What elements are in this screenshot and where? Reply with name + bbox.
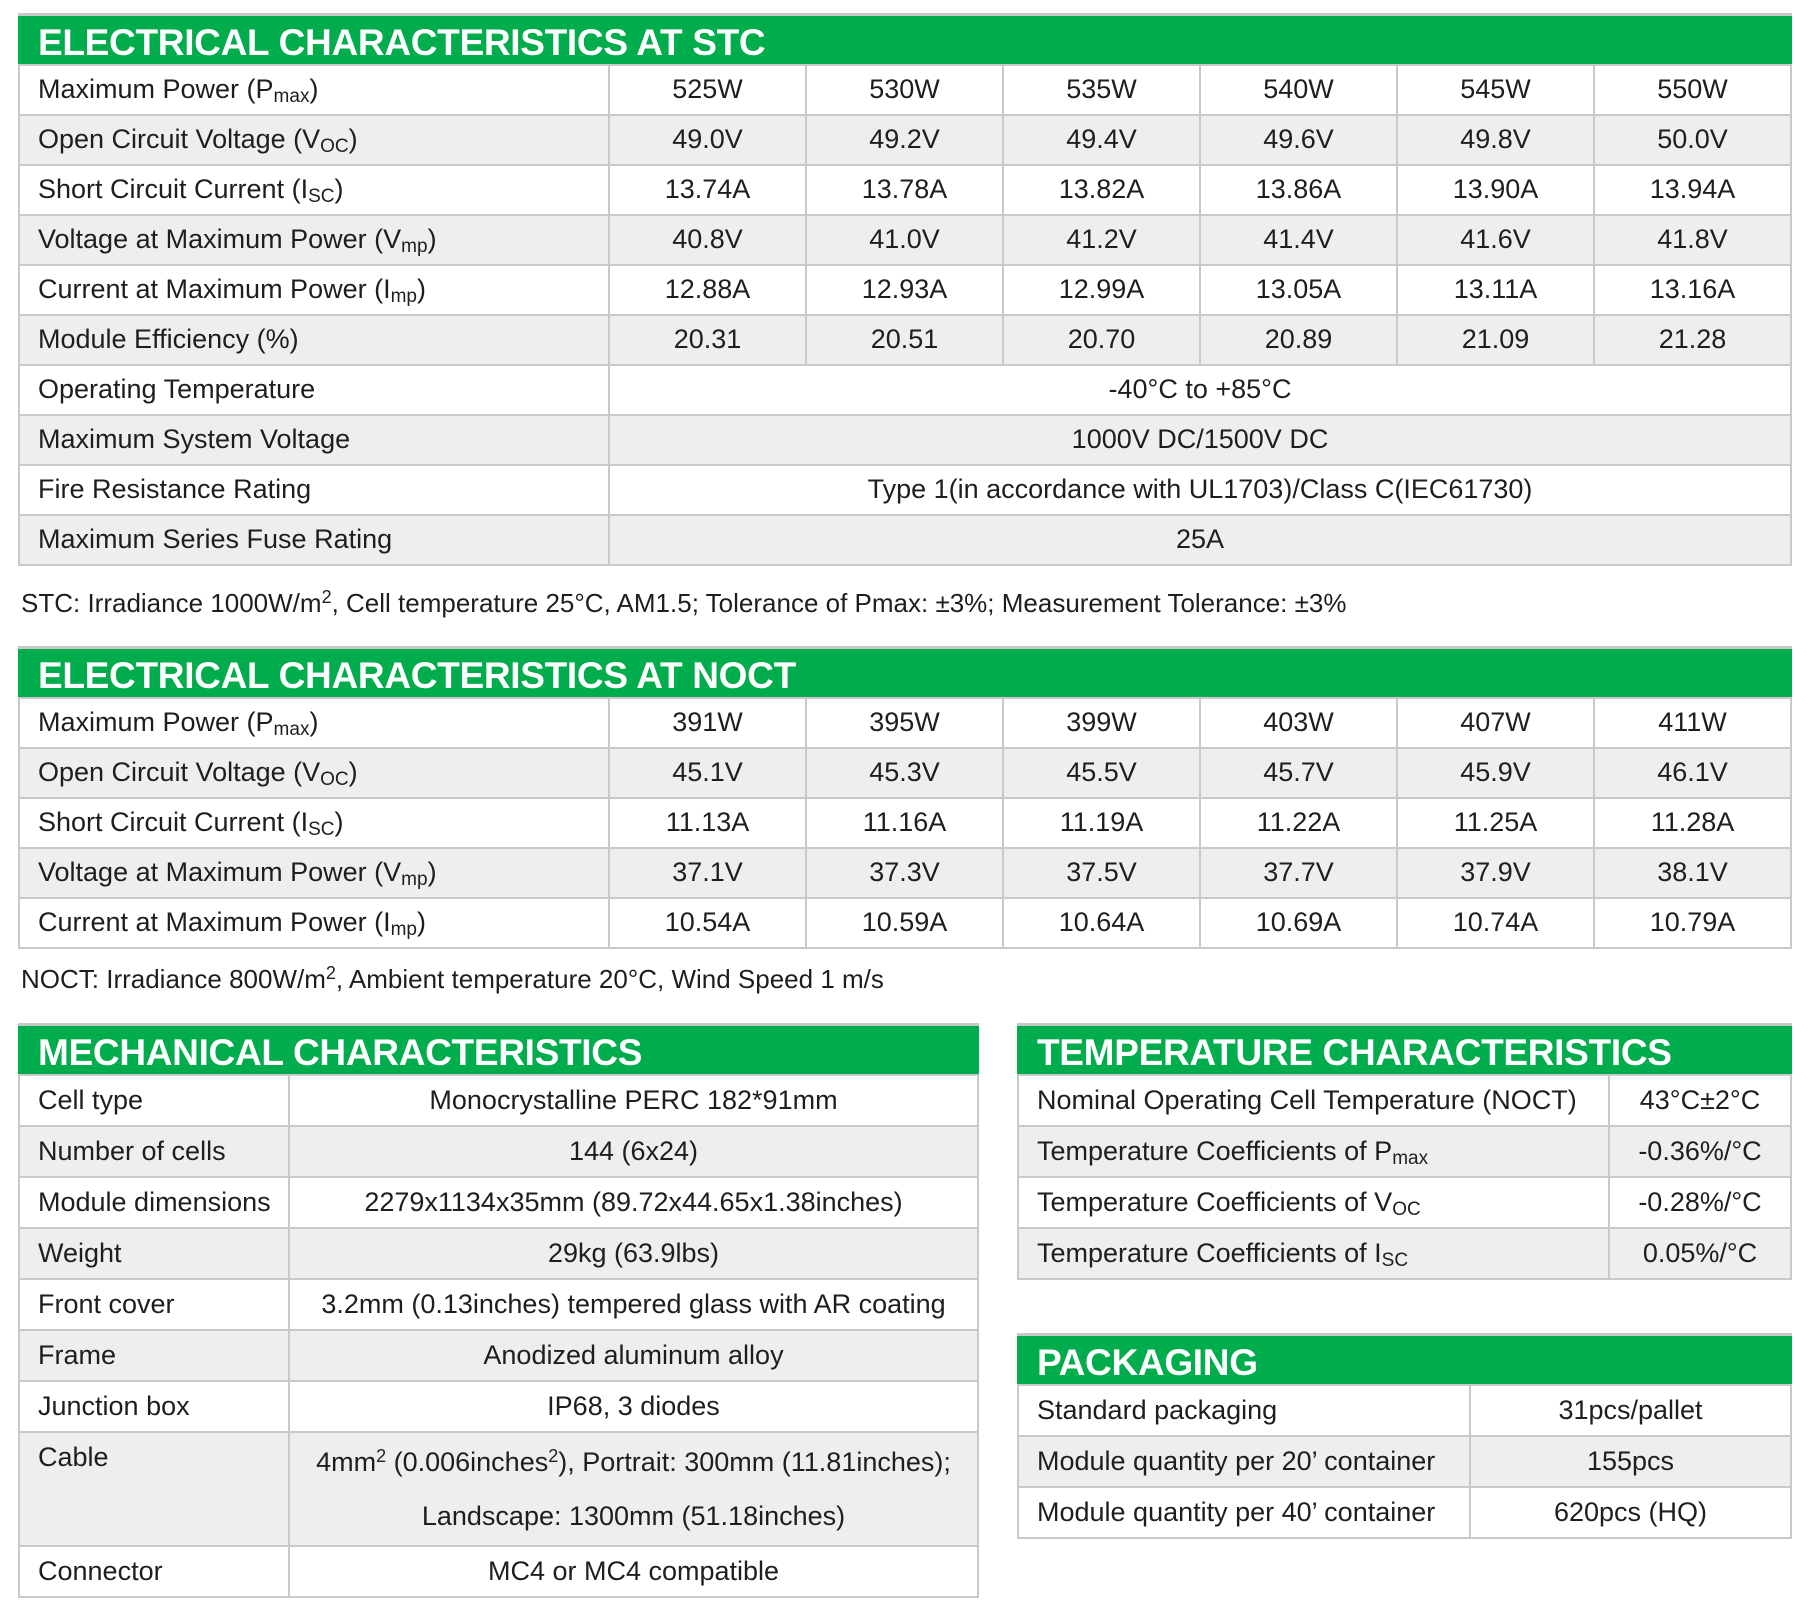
cell-value: 13.78A [806, 165, 1003, 215]
row-label: Maximum Power $(P_{max})$ [19, 698, 609, 748]
table-row [19, 1126, 978, 1177]
row-label: Standard packaging [1018, 1385, 1470, 1436]
cell-value: 11.13A [609, 798, 806, 848]
row-label: Open Circuit Voltage $(V_{OC})$ [19, 115, 609, 165]
cell-value: 391W [609, 698, 806, 748]
cell-value: 11.28A [1594, 798, 1791, 848]
stc-table [18, 64, 1792, 566]
cell-value: 545W [1397, 65, 1594, 115]
table-row [1018, 1126, 1791, 1177]
cell-value [289, 1432, 978, 1546]
cell-value: -40°C to +85°C [609, 365, 1791, 415]
stc-title: ELECTRICAL CHARACTERISTICS AT STC [18, 13, 1792, 64]
row-label: Maximum Power $(P_{max})$ [19, 65, 609, 115]
cell-value: 3.2mm (0.13inches) tempered glass with AR coating [289, 1279, 978, 1330]
table-row [19, 1075, 978, 1126]
cell-value: 1000V DC/1500V DC [609, 415, 1791, 465]
cell-value: Monocrystalline PERC 182*91mm [289, 1075, 978, 1126]
row-label: Voltage at Maximum Power $(V_{mp})$ [19, 215, 609, 265]
cell-value: 13.16A [1594, 265, 1791, 315]
table-row [19, 1279, 978, 1330]
mechanical-title: MECHANICAL CHARACTERISTICS [18, 1023, 979, 1074]
cell-value: 49.4V [1003, 115, 1200, 165]
table-row [19, 265, 1791, 315]
cell-value: 12.88A [609, 265, 806, 315]
cell-value: 49.0V [609, 115, 806, 165]
row-label: Cell type [19, 1075, 289, 1126]
noct-section [18, 646, 1792, 949]
cell-value: 155pcs [1470, 1436, 1791, 1487]
table-row [19, 215, 1791, 265]
cell-value: 45.1V [609, 748, 806, 798]
row-label: Module quantity per 40’ container [1018, 1487, 1470, 1538]
cell-value: 41.6V [1397, 215, 1594, 265]
noct-table [18, 697, 1792, 949]
table-row [19, 315, 1791, 365]
row-label: Maximum Series Fuse Rating [19, 515, 609, 565]
cell-value: 403W [1200, 698, 1397, 748]
cell-value: 399W [1003, 698, 1200, 748]
table-row [19, 1546, 978, 1597]
row-label: Maximum System Voltage [19, 415, 609, 465]
cell-value: 37.7V [1200, 848, 1397, 898]
cell-value: 540W [1200, 65, 1397, 115]
cell-value: 45.7V [1200, 748, 1397, 798]
table-row [19, 698, 1791, 748]
table-row [19, 115, 1791, 165]
table-row [19, 365, 1791, 415]
cell-value: 20.70 [1003, 315, 1200, 365]
row-label: Open Circuit Voltage $(V_{OC})$ [19, 748, 609, 798]
row-label: Junction box [19, 1381, 289, 1432]
table-row [19, 515, 1791, 565]
cell-value: 45.5V [1003, 748, 1200, 798]
cell-value: 0.05%/°C [1609, 1228, 1791, 1279]
cell-value: -0.28%/°C [1609, 1177, 1791, 1228]
cell-value: 620pcs (HQ) [1470, 1487, 1791, 1538]
cell-value: 10.59A [806, 898, 1003, 948]
table-row [1018, 1487, 1791, 1538]
table-row [1018, 1436, 1791, 1487]
table-row [19, 748, 1791, 798]
table-row [19, 798, 1791, 848]
cell-value: 29kg (63.9lbs) [289, 1228, 978, 1279]
cell-value: 46.1V [1594, 748, 1791, 798]
cable-line-1: $4mm^2$ (0.006inches$^2$), Portrait: 300mm (11.81inches); [316, 1446, 951, 1477]
cell-value: 144 (6x24) [289, 1126, 978, 1177]
cell-value: 13.94A [1594, 165, 1791, 215]
cell-value: 41.8V [1594, 215, 1791, 265]
cell-value: 535W [1003, 65, 1200, 115]
cell-value: 2279x1134x35mm (89.72x44.65x1.38inches) [289, 1177, 978, 1228]
row-label: Module Efficiency (%) [19, 315, 609, 365]
cell-value: 13.90A [1397, 165, 1594, 215]
cell-value: 395W [806, 698, 1003, 748]
cell-value: 45.9V [1397, 748, 1594, 798]
row-label: Cable [19, 1432, 289, 1546]
cell-value: 11.19A [1003, 798, 1200, 848]
cell-value: 20.31 [609, 315, 806, 365]
cell-value: IP68, 3 diodes [289, 1381, 978, 1432]
row-label: Temperature Coefficients of $V_{OC}$ [1018, 1177, 1609, 1228]
noct-note: NOCT: Irradiance $800W/m^2$, Ambient temperature 20°C, Wind Speed 1 m/s [21, 963, 884, 994]
cell-value: 31pcs/pallet [1470, 1385, 1791, 1436]
cell-value: 13.86A [1200, 165, 1397, 215]
table-row [19, 65, 1791, 115]
cell-value: 40.8V [609, 215, 806, 265]
cell-value: 530W [806, 65, 1003, 115]
table-row [19, 465, 1791, 515]
row-label: Current at Maximum Power $(I_{mp})$ [19, 265, 609, 315]
row-label: Short Circuit Current $(I_{SC})$ [19, 165, 609, 215]
mechanical-section [18, 1023, 979, 1598]
row-label: Weight [19, 1228, 289, 1279]
cell-value: 13.82A [1003, 165, 1200, 215]
cell-value: 12.99A [1003, 265, 1200, 315]
cell-value: 41.4V [1200, 215, 1397, 265]
packaging-section [1017, 1333, 1792, 1539]
temperature-table [1017, 1074, 1792, 1280]
cell-value: 38.1V [1594, 848, 1791, 898]
cell-value: Anodized aluminum alloy [289, 1330, 978, 1381]
packaging-title: PACKAGING [1017, 1333, 1792, 1384]
row-label: Front cover [19, 1279, 289, 1330]
table-row [19, 1432, 978, 1546]
cell-value: 525W [609, 65, 806, 115]
cell-value: 20.89 [1200, 315, 1397, 365]
cell-value: 12.93A [806, 265, 1003, 315]
table-row [19, 1381, 978, 1432]
cell-value: 49.2V [806, 115, 1003, 165]
row-label: Connector [19, 1546, 289, 1597]
packaging-table [1017, 1384, 1792, 1539]
row-label: Frame [19, 1330, 289, 1381]
cell-value: 13.11A [1397, 265, 1594, 315]
cell-value: 21.09 [1397, 315, 1594, 365]
table-row [19, 1330, 978, 1381]
cell-value: 21.28 [1594, 315, 1791, 365]
mechanical-table [18, 1074, 979, 1598]
cell-value: 10.79A [1594, 898, 1791, 948]
table-row [19, 1177, 978, 1228]
cell-value: 49.8V [1397, 115, 1594, 165]
table-row [19, 415, 1791, 465]
table-row [1018, 1385, 1791, 1436]
cell-value: 10.54A [609, 898, 806, 948]
cell-value: 20.51 [806, 315, 1003, 365]
cell-value: 10.69A [1200, 898, 1397, 948]
cell-value: 43°C±2°C [1609, 1075, 1791, 1126]
row-label: Fire Resistance Rating [19, 465, 609, 515]
cell-value: 407W [1397, 698, 1594, 748]
cell-value: 550W [1594, 65, 1791, 115]
cell-value: 49.6V [1200, 115, 1397, 165]
stc-section [18, 13, 1792, 566]
row-label: Module dimensions [19, 1177, 289, 1228]
cell-value: 11.22A [1200, 798, 1397, 848]
table-row [19, 898, 1791, 948]
cell-value: 45.3V [806, 748, 1003, 798]
cell-value: 13.05A [1200, 265, 1397, 315]
cell-value: 41.0V [806, 215, 1003, 265]
cell-value: -0.36%/°C [1609, 1126, 1791, 1177]
temperature-section [1017, 1023, 1792, 1280]
cable-line-2: Landscape: 1300mm (51.18inches) [421, 1501, 846, 1531]
cell-value: 41.2V [1003, 215, 1200, 265]
cell-value: 37.1V [609, 848, 806, 898]
noct-title: ELECTRICAL CHARACTERISTICS AT NOCT [18, 646, 1792, 697]
cell-value: 411W [1594, 698, 1791, 748]
row-label: Temperature Coefficients of $P_{max}$ [1018, 1126, 1609, 1177]
cell-value: 10.74A [1397, 898, 1594, 948]
table-row [1018, 1177, 1791, 1228]
cell-value: 50.0V [1594, 115, 1791, 165]
table-row [19, 848, 1791, 898]
row-label: Operating Temperature [19, 365, 609, 415]
table-row [1018, 1075, 1791, 1126]
cell-value: MC4 or MC4 compatible [289, 1546, 978, 1597]
row-label: Module quantity per 20’ container [1018, 1436, 1470, 1487]
row-label: Current at Maximum Power $(I_{mp})$ [19, 898, 609, 948]
cell-value: 13.74A [609, 165, 806, 215]
table-row [19, 165, 1791, 215]
temperature-title: TEMPERATURE CHARACTERISTICS [1017, 1023, 1792, 1074]
row-label: Number of cells [19, 1126, 289, 1177]
row-label: Short Circuit Current $(I_{SC})$ [19, 798, 609, 848]
cell-value: 11.16A [806, 798, 1003, 848]
stc-note: STC: Irradiance $1000W/m^2$, Cell temperature 25°C, AM1.5; Tolerance of Pmax: ±3%; Measurement Tolerance: ±3% [21, 587, 1347, 618]
cell-value: 25A [609, 515, 1791, 565]
table-row [19, 1228, 978, 1279]
table-row [1018, 1228, 1791, 1279]
cell-value: 37.9V [1397, 848, 1594, 898]
cell-value: 37.5V [1003, 848, 1200, 898]
row-label: Voltage at Maximum Power $(V_{mp})$ [19, 848, 609, 898]
cell-value: 10.64A [1003, 898, 1200, 948]
cell-value: Type 1(in accordance with UL1703)/Class C(IEC61730) [609, 465, 1791, 515]
cell-value: 11.25A [1397, 798, 1594, 848]
row-label: Nominal Operating Cell Temperature (NOCT) [1018, 1075, 1609, 1126]
cell-value: 37.3V [806, 848, 1003, 898]
row-label: Temperature Coefficients of $I_{SC}$ [1018, 1228, 1609, 1279]
